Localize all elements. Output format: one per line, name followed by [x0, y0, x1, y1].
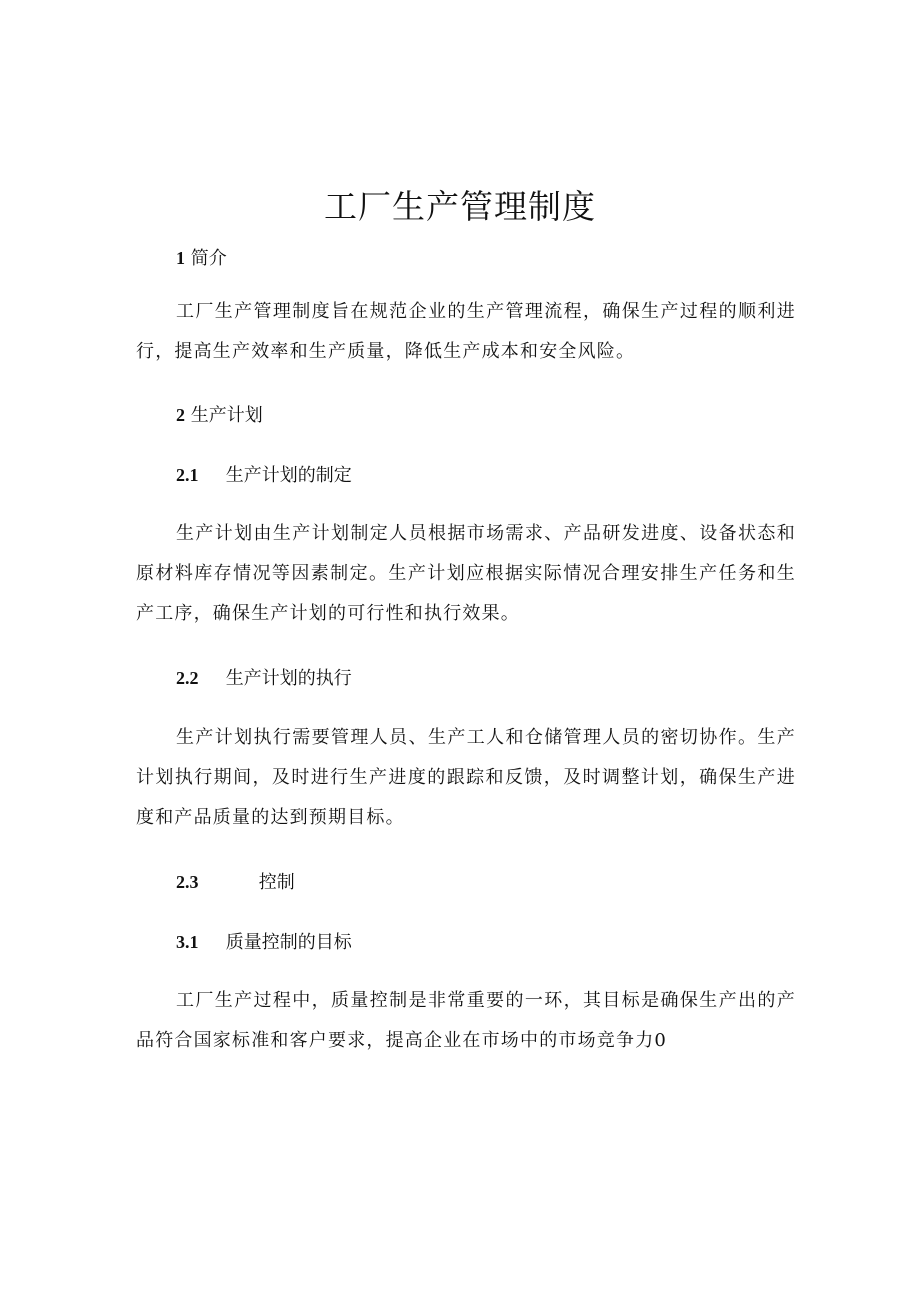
section-number: 3.1	[176, 932, 199, 952]
document-title: 工厂生产管理制度	[324, 187, 596, 226]
section-number: 2.2	[176, 668, 199, 688]
paragraph-plan-execution: 生产计划执行需要管理人员、生产工人和仓储管理人员的密切协作。生产计划执行期间，及时进行生产进度的跟踪和反馈，及时调整计划，确保生产进度和产品质量的达到预期目标。	[136, 727, 796, 828]
section-heading-2	[176, 401, 263, 430]
section-heading-2-3	[176, 868, 295, 897]
section-title: 生产计划的制定	[225, 465, 352, 486]
section-title: 质量控制的目标	[225, 932, 352, 953]
section-number: 2.3	[176, 872, 199, 892]
section-heading-2-2	[176, 664, 352, 693]
section-title: 控制	[258, 872, 295, 893]
section-number: 1	[176, 248, 185, 268]
section-number: 2.1	[176, 465, 199, 485]
section-heading-3-1	[176, 928, 352, 957]
section-title: 简介	[190, 248, 227, 269]
section-title: 生产计划	[190, 405, 263, 426]
paragraph-intro: 工厂生产管理制度旨在规范企业的生产管理流程，确保生产过程的顺利进行，提高生产效率和生产质量，降低生产成本和安全风险。	[136, 301, 796, 362]
section-heading-1	[176, 244, 227, 273]
section-heading-2-1	[176, 461, 352, 490]
section-title: 生产计划的执行	[225, 668, 352, 689]
paragraph-plan-formulation: 生产计划由生产计划制定人员根据市场需求、产品研发进度、设备状态和原材料库存情况等因素制定。生产计划应根据实际情况合理安排生产任务和生产工序，确保生产计划的可行性和执行效果。	[136, 523, 796, 624]
section-number: 2	[176, 405, 185, 425]
paragraph-quality-goal: 工厂生产过程中，质量控制是非常重要的一环，其目标是确保生产出的产品符合国家标准和客户要求，提高企业在市场中的市场竞争力0	[136, 990, 796, 1051]
